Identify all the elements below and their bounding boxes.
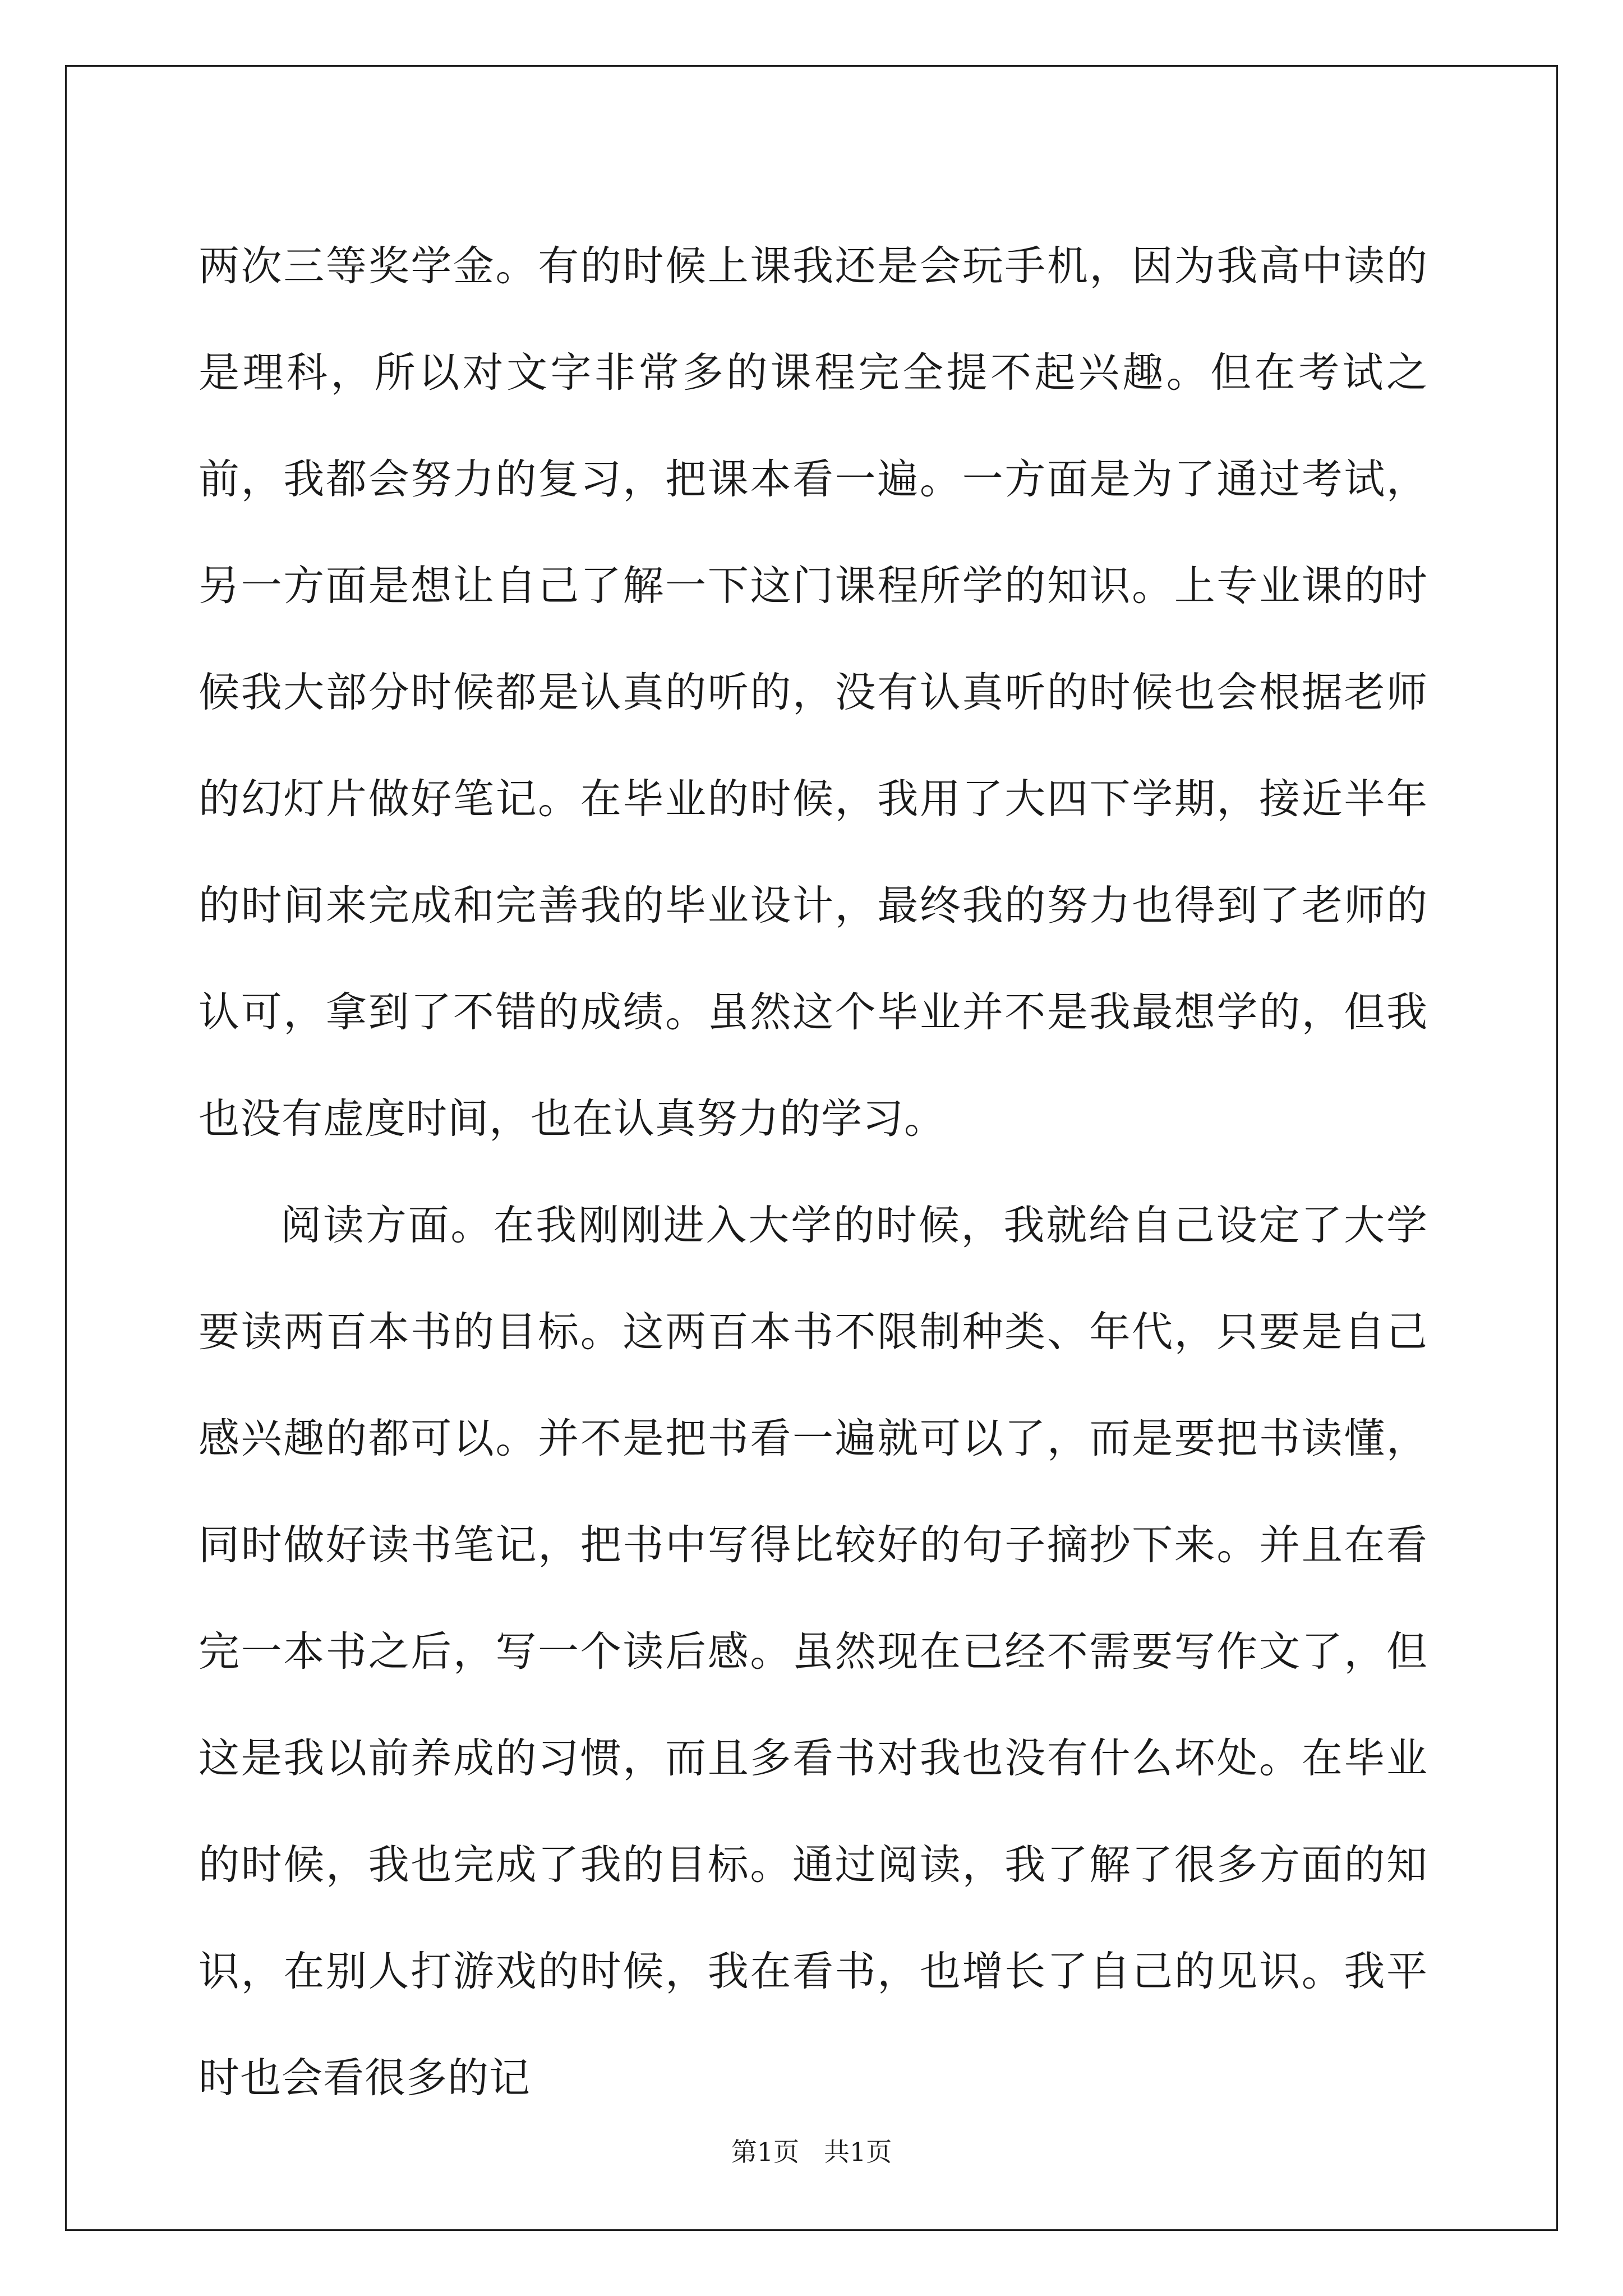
page-footer xyxy=(0,2132,1623,2169)
page-number: 第1页 xyxy=(731,2137,800,2167)
paragraph-continued: 两次三等奖学金。有的时候上课我还是会玩手机，因为我高中读的是理科，所以对文字非常多的课程完全提不起兴趣。但在考试之前，我都会努力的复习，把课本看一遍。一方面是为了通过考试，另一方面是想让自己了解一下这门课程所学的知识。上专业课的时候我大部分时候都是认真的听的，没有认真听的时候也会根据老师的幻灯片做好笔记。在毕业的时候，我用了大四下学期，接近半年的时间来完成和完善我的毕业设计，最终我的努力也得到了老师的认可，拿到了不错的成绩。虽然这个毕业并不是我最想学的，但我也没有虚度时间，也在认真努力的学习。 xyxy=(199,242,1428,1143)
paragraph-reading: 阅读方面。在我刚刚进入大学的时候，我就给自己设定了大学要读两百本书的目标。这两百本书不限制种类、年代，只要是自己感兴趣的都可以。并不是把书看一遍就可以了，而是要把书读懂，同时做好读书笔记，把书中写得比较好的句子摘抄下来。并且在看完一本书之后，写一个读后感。虽然现在已经不需要写作文了，但这是我以前养成的习惯，而且多看书对我也没有什么坏处。在毕业的时候，我也完成了我的目标。通过阅读，我了解了很多方面的知识，在别人打游戏的时候，我在看书，也增长了自己的见识。我平时也会看很多的记 xyxy=(199,1202,1428,2102)
document-body xyxy=(199,213,1428,2132)
page-total: 共1页 xyxy=(823,2137,892,2167)
